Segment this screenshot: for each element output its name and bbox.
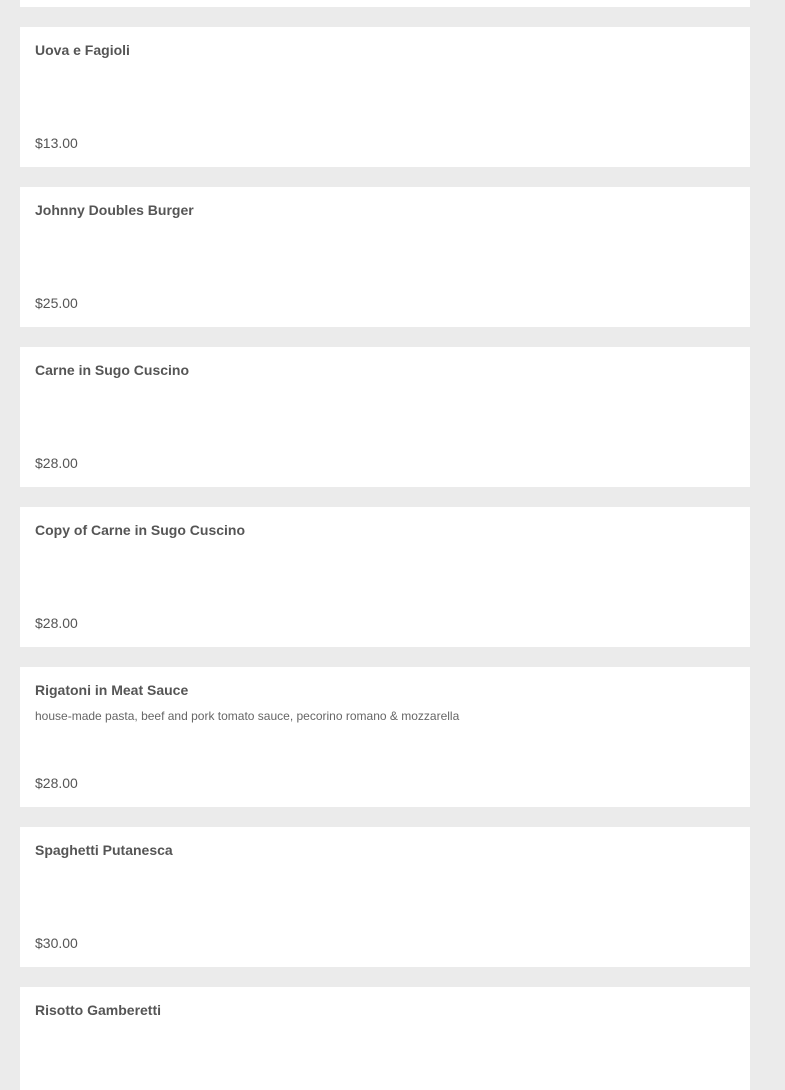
menu-item-name: Johnny Doubles Burger [35,202,194,218]
menu-item-name: Uova e Fagioli [35,42,130,58]
menu-item-name: Copy of Carne in Sugo Cuscino [35,522,246,538]
menu-item-price: $28.00 [35,455,78,471]
menu-item-name: Rigatoni in Meat Sauce [35,682,189,698]
menu-item-price: $28.00 [35,615,78,631]
menu-item-card[interactable] [20,987,750,1090]
menu-item-name: Carne in Sugo Cuscino [35,362,190,378]
menu-item-price: $13.00 [35,135,78,151]
menu-item-card[interactable] [20,507,750,647]
menu-item-name: Spaghetti Putanesca [35,842,173,858]
menu-item-card[interactable] [20,667,750,807]
menu-item-card[interactable] [20,827,750,967]
menu-item-price: $30.00 [35,935,78,951]
menu-item-card[interactable] [20,27,750,167]
menu-item-price: $25.00 [35,295,78,311]
menu-item-name: Risotto Gamberetti [35,1002,162,1018]
menu-item-card[interactable] [20,0,750,7]
menu-item-card[interactable] [20,347,750,487]
menu-item-card[interactable] [20,187,750,327]
menu-item-price: $28.00 [35,775,78,791]
menu-item-description: house-made pasta, beef and pork tomato sauce, pecorino romano & mozzarella [35,709,460,723]
menu-item-list [20,0,750,1090]
